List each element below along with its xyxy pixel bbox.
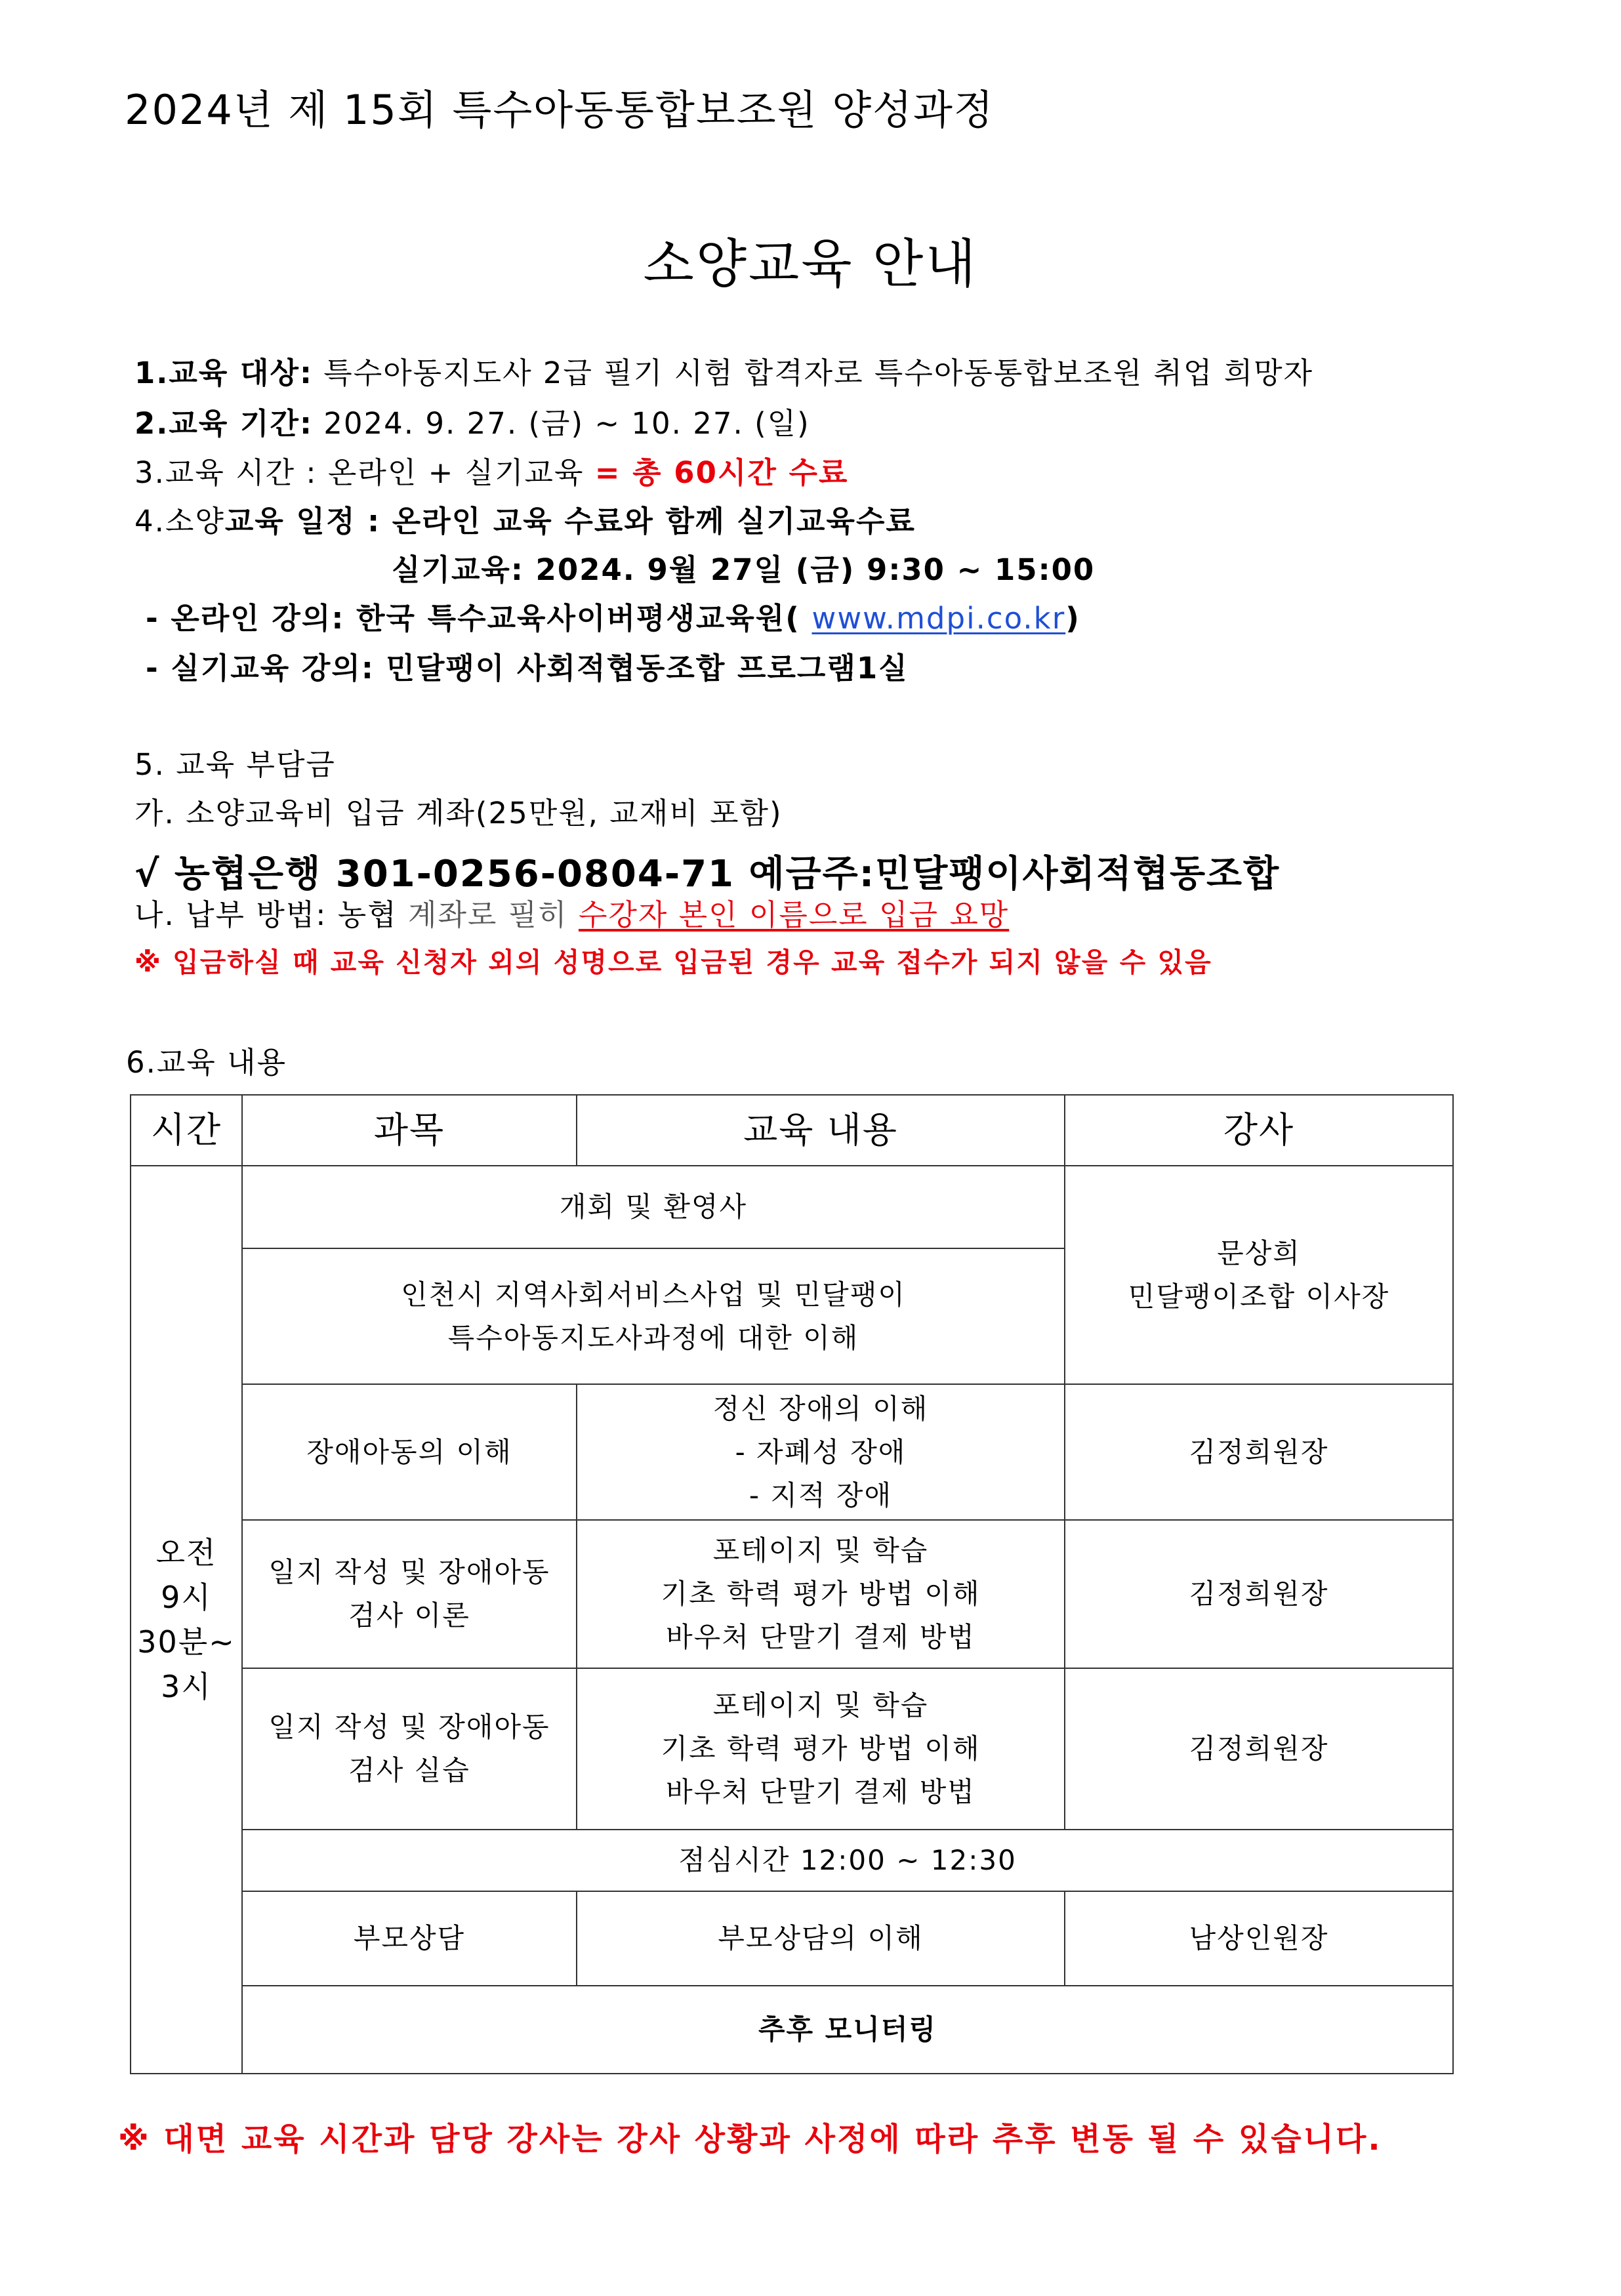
fee-account-intro: 가. 소양교육비 입금 계좌(25만원, 교재비 포함)	[134, 796, 783, 830]
header-subject: 과목	[242, 1095, 577, 1166]
subject-cell: 장애아동의 이해	[242, 1384, 577, 1520]
subject-cell: 부모상담	[242, 1891, 577, 1986]
info-online-suffix: )	[1065, 601, 1080, 636]
subject-cell: 일지 작성 및 장애아동 검사 실습	[242, 1668, 577, 1830]
header-content: 교육 내용	[577, 1095, 1065, 1166]
content-cell: 정신 장애의 이해 - 자폐성 장애 - 지적 장애	[577, 1384, 1065, 1520]
header-time: 시간	[131, 1095, 242, 1166]
info-schedule-text: 교육 일정 : 온라인 교육 수료와 함께 실기교육수료	[224, 504, 916, 539]
intro-cell: 인천시 지역사회서비스사업 및 민달팽이 특수아동지도사과정에 대한 이해	[242, 1248, 1065, 1384]
info-period-value: 2024. 9. 27. (금) ~ 10. 27. (일)	[312, 406, 810, 441]
instructor-cell: 김정희원장	[1065, 1520, 1453, 1668]
info-time	[134, 455, 849, 490]
table-header-row	[131, 1095, 1453, 1166]
fee-payment	[134, 897, 1010, 932]
info-period-label: 2.교육 기간:	[134, 406, 313, 441]
table-row	[131, 1986, 1453, 2074]
table-row	[131, 1668, 1453, 1830]
fee-account: √ 농협은행 301-0256-0804-71 예금주:민달팽이사회적협동조합	[134, 853, 1281, 895]
instructor-cell: 남상인원장	[1065, 1891, 1453, 1986]
info-time-label: 3.교육 시간 : 온라인 + 실기교육	[134, 455, 595, 490]
info-online-prefix: - 온라인 강의: 한국 특수교육사이버평생교육원(	[146, 601, 812, 636]
fee-notice: ※ 입금하실 때 교육 신청자 외의 성명으로 입금된 경우 교육 접수가 되지 않을 수 있음	[134, 947, 1212, 978]
lunch-cell: 점심시간 12:00 ~ 12:30	[242, 1830, 1453, 1891]
monitoring-cell: 추후 모니터링	[242, 1986, 1453, 2074]
table-row	[131, 1891, 1453, 1986]
table-row	[131, 1520, 1453, 1668]
info-target-label: 1.교육 대상:	[134, 356, 313, 390]
info-schedule	[134, 504, 916, 539]
instructor-cell: 김정희원장	[1065, 1668, 1453, 1830]
online-url-link[interactable]: www.mdpi.co.kr	[811, 601, 1066, 636]
content-cell: 부모상담의 이해	[577, 1891, 1065, 1986]
instructor-cell: 김정희원장	[1065, 1384, 1453, 1520]
instructor-cell: 문상희 민달팽이조합 이사장	[1065, 1166, 1453, 1384]
table-row	[131, 1830, 1453, 1891]
fee-heading: 5. 교육 부담금	[134, 747, 336, 782]
fee-payment-mid: 계좌로 필히	[397, 897, 579, 932]
fee-payment-label: 나. 납부 방법: 농협	[134, 897, 398, 932]
content-cell: 포테이지 및 학습 기초 학력 평가 방법 이해 바우처 단말기 결제 방법	[577, 1668, 1065, 1830]
table-row	[131, 1166, 1453, 1248]
info-target-value: 특수아동지도사 2급 필기 시험 합격자로 특수아동통합보조원 취업 희망자	[312, 356, 1314, 390]
info-period	[134, 406, 810, 441]
header-instructor: 강사	[1065, 1095, 1453, 1166]
info-practical-place: - 실기교육 강의: 민달팽이 사회적협동조합 프로그램1실	[146, 651, 909, 686]
fee-payment-warning: 수강자 본인 이름으로 입금 요망	[578, 897, 1010, 932]
info-time-total: = 총 60시간 수료	[594, 455, 849, 490]
info-online	[146, 601, 1080, 636]
info-practical-date: 실기교육: 2024. 9월 27일 (금) 9:30 ~ 15:00	[392, 552, 1096, 587]
table-row	[131, 1384, 1453, 1520]
info-target	[134, 358, 1313, 388]
time-cell: 오전 9시 30분~ 3시	[131, 1166, 242, 2074]
document-header: 2024년 제 15회 특수아동통합보조원 양성과정	[125, 86, 995, 134]
info-schedule-prefix: 4.소양	[134, 504, 225, 539]
content-cell: 포테이지 및 학습 기초 학력 평가 방법 이해 바우처 단말기 결제 방법	[577, 1520, 1065, 1668]
schedule-table	[130, 1094, 1454, 2074]
document-title: 소양교육 안내	[643, 234, 978, 295]
subject-cell: 일지 작성 및 장애아동 검사 이론	[242, 1520, 577, 1668]
opening-cell: 개회 및 환영사	[242, 1166, 1065, 1248]
footer-notice: ※ 대면 교육 시간과 담당 강사는 강사 상황과 사정에 따라 추후 변동 될 수 있습니다.	[118, 2121, 1382, 2158]
content-heading: 6.교육 내용	[126, 1045, 287, 1080]
